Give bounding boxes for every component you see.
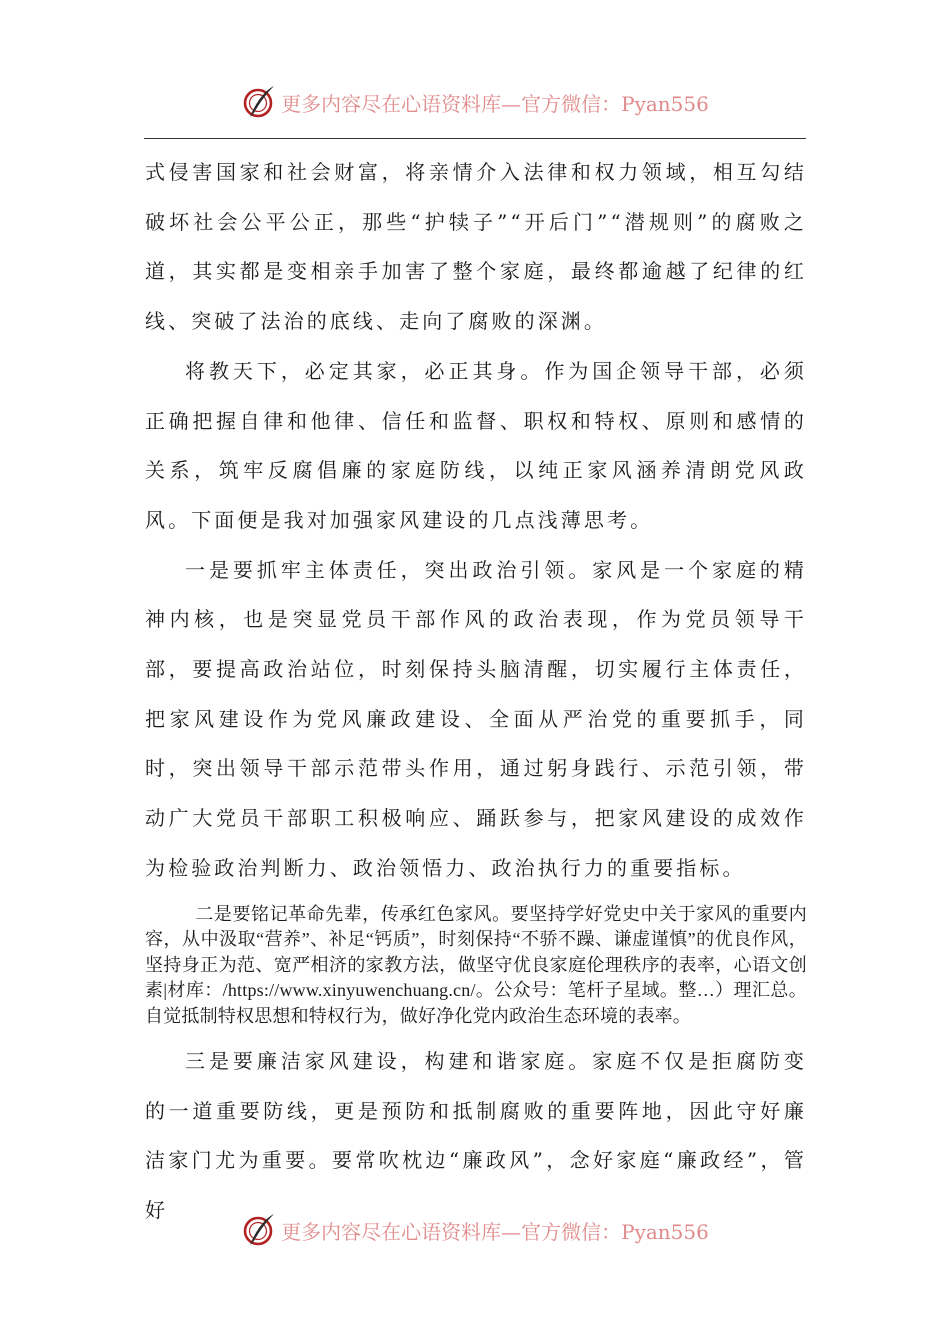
paragraph-point-one: 一是要抓牢主体责任，突出政治引领。家风是一个家庭的精神内核，也是突显党员干部作风的政治表现，作为党员领导干部，要提高政治站位，时刻保持头脑清醒，切实履行主体责任，把家风建设作为党风廉政建设、全面从严治党的重要抓手，同时，突出领导干部示范带头作用，通过躬身践行、示范引领，带动广大党员干部职工积极响应、踊跃参与，把家风建设的成效作为检验政治判断力、政治领悟力、政治执行力的重要指标。 bbox=[145, 557, 807, 880]
paragraph-continuation: 式侵害国家和社会财富，将亲情介入法律和权力领域，相互勾结破坏社会公平公正，那些“护犊子”“开后门”“潜规则”的腐败之道，其实都是变相亲手加害了整个家庭，最终都逾越了纪律的红线、突破了法治的底线、走向了腐败的深渊。 bbox=[145, 160, 807, 334]
footer-banner-text: 更多内容尽在心语资料库—官方微信：Pyan556 bbox=[281, 1219, 709, 1244]
header-banner-text: 更多内容尽在心语资料库—官方微信：Pyan556 bbox=[281, 91, 709, 116]
paragraph-point-three: 三是要廉洁家风建设，构建和谐家庭。家庭不仅是拒腐防变的一道重要防线，更是预防和抵制腐败的重要阵地，因此守好廉洁家门尤为重要。要常吹枕边“廉政风”，念好家庭“廉政经”，管好 bbox=[145, 1049, 807, 1223]
paragraph-point-two: 二是要铭记革命先辈，传承红色家风。要坚持学好党史中关于家风的重要内容，从中汲取“营养”、补足“钙质”，时刻保持“不骄不躁、谦虚谨慎”的优良作风，坚持身正为范、宽严相济的家教方法，做坚守优良家庭伦理秩序的表率，心语文创素|材库：/https://www.xinyuwenchuang.cn/。公众号：笔杆子星域。整…）理汇总。自觉抵制特权思想和特权行为，做好净化党内政治生态环境的表率。 bbox=[145, 903, 807, 1026]
quill-seal-logo-icon bbox=[241, 1212, 277, 1248]
paragraph-intro: 将教天下，必定其家，必正其身。作为国企领导干部，必须正确把握自律和他律、信任和监督、职权和特权、原则和感情的关系，筑牢反腐倡廉的家庭防线，以纯正家风涵养清朗党风政风。下面便是我对加强家风建设的几点浅薄思考。 bbox=[145, 358, 807, 532]
footer-banner bbox=[0, 1210, 950, 1250]
header-banner bbox=[0, 82, 950, 122]
quill-seal-logo-icon bbox=[241, 84, 277, 120]
document-body bbox=[145, 148, 807, 1236]
header-divider bbox=[144, 138, 806, 139]
